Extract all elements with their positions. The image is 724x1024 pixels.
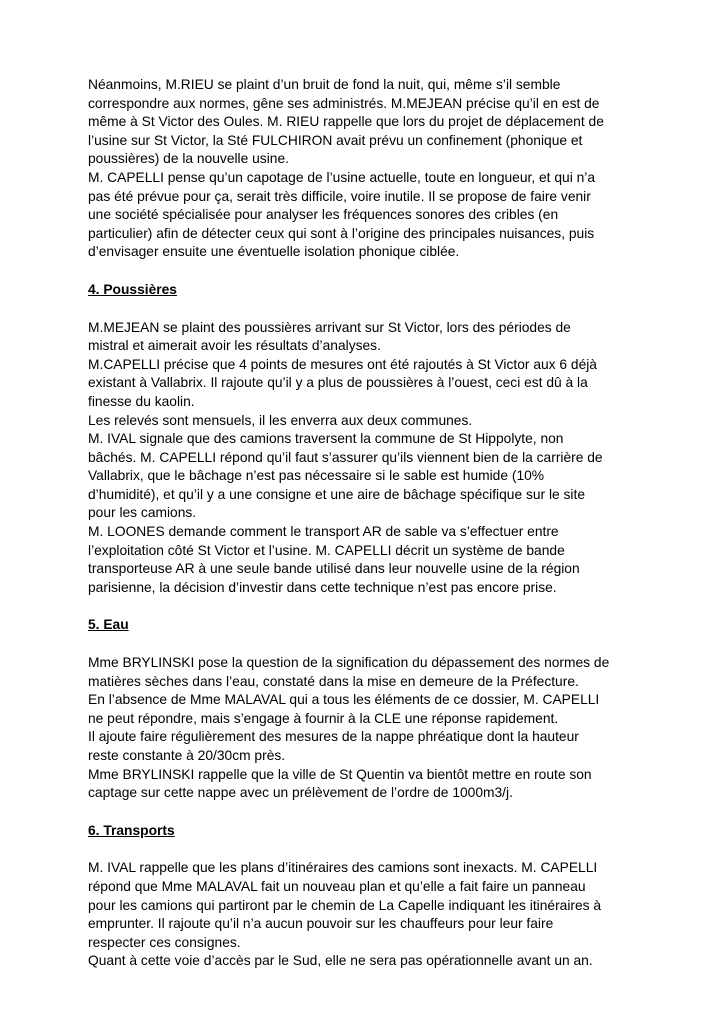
text-line: existant à Vallabrix. Il rajoute qu’il y a plus de poussières à l’ouest, ceci est dû à la	[88, 375, 588, 391]
text-line: M. CAPELLI pense qu’un capotage de l’usine actuelle, toute en longueur, et qui n’a	[88, 169, 596, 185]
text-line: répond que Mme MALAVAL fait un nouveau plan et qu’elle a fait faire un panneau	[88, 878, 586, 894]
text-line: mistral et aimerait avoir les résultats d’analyses.	[88, 338, 381, 354]
text-line: l’exploitation côté St Victor et l’usine. M. CAPELLI décrit un système de bande	[88, 542, 565, 558]
paragraph	[88, 169, 648, 262]
section-transports	[88, 803, 648, 971]
text-line: parisienne, la décision d’investir dans cette technique n’est pas encore prise.	[88, 579, 557, 595]
text-line: particulier) afin de détecter ceux qui sont à l’origine des principales nuisances, puis	[88, 225, 595, 241]
text-line: Les relevés sont mensuels, il les enverra aux deux communes.	[88, 412, 473, 428]
text-line: une société spécialisée pour analyser les fréquences sonores des cribles (en	[88, 207, 559, 223]
document-body	[88, 76, 648, 971]
text-line: bâchés. M. CAPELLI répond qu’il faut s’assurer qu’ils viennent bien de la carrière de	[88, 449, 603, 465]
text-line: d’humidité), et qu’il y a une consigne et une aire de bâchage spécifique sur le site	[88, 486, 585, 502]
text-line: l’usine sur St Victor, la Sté FULCHIRON avait prévu un confinement (phonique et	[88, 132, 583, 148]
paragraph	[88, 523, 648, 597]
text-line: M. LOONES demande comment le transport AR de sable va s’effectuer entre	[88, 524, 559, 540]
paragraph	[88, 859, 648, 952]
section-heading: 4. Poussières	[88, 281, 177, 297]
paragraph	[88, 76, 648, 169]
text-line: pas été prévue pour ça, serait très difficile, voire inutile. Il se propose de faire venir	[88, 188, 591, 204]
text-line: matières sèches dans l’eau, constaté dans la mise en demeure de la Préfecture.	[88, 673, 579, 689]
text-line: M.CAPELLI précise que 4 points de mesures ont été rajoutés à St Victor aux 6 déjà	[88, 356, 597, 372]
text-line: Il ajoute faire régulièrement des mesures de la nappe phréatique dont la hauteur	[88, 729, 579, 745]
text-line: ne peut répondre, mais s’engage à fournir à la CLE une réponse rapidement.	[88, 710, 559, 726]
text-line: pour les camions qui partiront par le chemin de La Capelle indiquant les itinéraires à	[88, 897, 602, 913]
text-line: Vallabrix, que le bâchage n’est pas nécessaire si le sable est humide (10%	[88, 468, 545, 484]
text-line: M.MEJEAN se plaint des poussières arrivant sur St Victor, lors des périodes de	[88, 319, 571, 335]
text-line: emprunter. Il rajoute qu’il n’a aucun pouvoir sur les chauffeurs pour leur faire	[88, 916, 554, 932]
heading-spacer	[88, 635, 648, 654]
text-line: d’envisager ensuite une éventuelle isolation phonique ciblée.	[88, 244, 460, 260]
text-line: En l’absence de Mme MALAVAL qui a tous les éléments de ce dossier, M. CAPELLI	[88, 692, 600, 708]
text-line: Mme BRYLINSKI rappelle que la ville de St Quentin va bientôt mettre en route son	[88, 766, 592, 782]
text-line: poussières) de la nouvelle usine.	[88, 151, 289, 167]
paragraph	[88, 691, 648, 728]
paragraph	[88, 654, 648, 691]
text-line: finesse du kaolin.	[88, 393, 195, 409]
section-poussieres	[88, 262, 648, 598]
section-spacer	[88, 803, 648, 822]
text-line: Mme BRYLINSKI pose la question de la signification du dépassement des normes de	[88, 655, 610, 671]
paragraph	[88, 952, 648, 971]
paragraph	[88, 430, 648, 523]
paragraph	[88, 356, 648, 412]
heading-spacer	[88, 840, 648, 859]
section-heading: 5. Eau	[88, 617, 129, 633]
text-line: reste constante à 20/30cm près.	[88, 748, 286, 763]
text-line: correspondre aux normes, gêne ses administrés. M.MEJEAN précise qu’il en est de	[88, 95, 600, 111]
section-spacer	[88, 597, 648, 616]
text-line: M. IVAL signale que des camions traversent la commune de St Hippolyte, non	[88, 431, 564, 447]
heading-spacer	[88, 300, 648, 319]
text-line: Néanmoins, M.RIEU se plaint d’un bruit de fond la nuit, qui, même s’il semble	[88, 77, 561, 92]
text-line: pour les camions.	[88, 505, 197, 521]
paragraph	[88, 728, 648, 765]
section-spacer	[88, 262, 648, 281]
text-line: transporteuse AR à une seule bande utilisé dans leur nouvelle usine de la région	[88, 561, 580, 577]
section-intro	[88, 76, 648, 262]
paragraph	[88, 766, 648, 803]
text-line: respecter ces consignes.	[88, 934, 241, 950]
section-heading: 6. Transports	[88, 822, 175, 838]
text-line: même à St Victor des Oules. M. RIEU rappelle que lors du projet de déplacement de	[88, 114, 604, 130]
text-line: M. IVAL rappelle que les plans d’itinéraires des camions sont inexacts. M. CAPELLI	[88, 860, 598, 876]
text-line: captage sur cette nappe avec un prélèvement de l’ordre de 1000m3/j.	[88, 785, 513, 801]
paragraph	[88, 319, 648, 356]
paragraph	[88, 412, 648, 431]
section-eau	[88, 597, 648, 802]
text-line: Quant à cette voie d’accès par le Sud, elle ne sera pas opérationnelle avant un an.	[88, 953, 593, 969]
